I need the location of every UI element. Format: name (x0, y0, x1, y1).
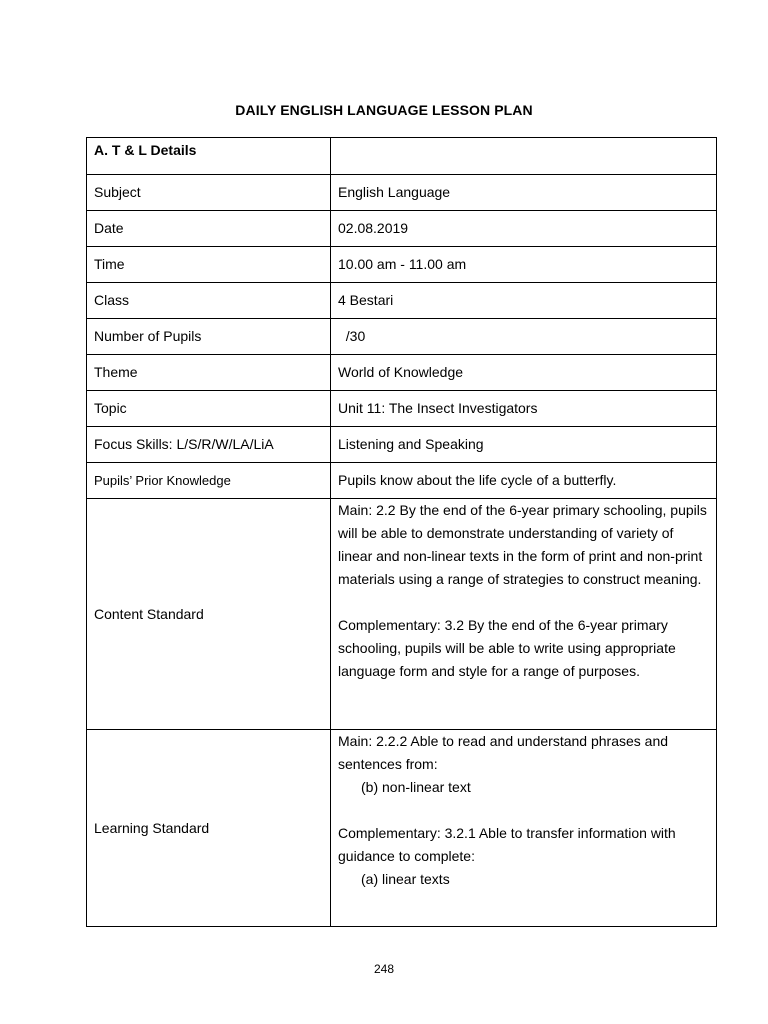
table-row (87, 355, 717, 391)
table-row (87, 463, 717, 499)
table-row (87, 175, 717, 211)
learning-standard-main-item: (b) non-linear text (361, 779, 471, 795)
row-value-subject: English Language (331, 175, 717, 211)
row-label-time: Time (87, 247, 331, 283)
row-value-theme: World of Knowledge (331, 355, 717, 391)
table-row (87, 427, 717, 463)
row-value-number-of-pupils: /30 (331, 319, 717, 355)
content-standard-main: Main: 2.2 By the end of the 6-year primary schooling, pupils will be able to demonstrate understanding of variety of linear and non-linear texts in the form of print and non-print materials using a range of strategies to construct meaning. (338, 502, 707, 587)
learning-standard-label: Learning Standard (87, 730, 331, 927)
learning-standard-main: Main: 2.2.2 Able to read and understand phrases and sentences from: (338, 733, 669, 772)
row-value-date: 02.08.2019 (331, 211, 717, 247)
row-value-topic: Unit 11: The Insect Investigators (331, 391, 717, 427)
document-title: DAILY ENGLISH LANGUAGE LESSON PLAN (235, 102, 533, 118)
row-label-class: Class (87, 283, 331, 319)
row-value-class: 4 Bestari (331, 283, 717, 319)
row-label-theme: Theme (87, 355, 331, 391)
row-label-prior-knowledge: Pupils’ Prior Knowledge (87, 463, 331, 499)
section-header-row (87, 138, 717, 175)
row-value-prior-knowledge: Pupils know about the life cycle of a butterfly. (331, 463, 717, 499)
row-label-date: Date (87, 211, 331, 247)
row-value-focus-skills: Listening and Speaking (331, 427, 717, 463)
content-standard-value (331, 499, 717, 730)
table-row (87, 319, 717, 355)
row-value-time: 10.00 am - 11.00 am (331, 247, 717, 283)
page-number: 248 (373, 962, 395, 976)
table-row (87, 247, 717, 283)
table-row (87, 391, 717, 427)
section-label: A. T & L Details (87, 138, 331, 175)
table-row (87, 283, 717, 319)
section-value (331, 138, 717, 175)
content-standard-label: Content Standard (87, 499, 331, 730)
row-label-topic: Topic (87, 391, 331, 427)
row-label-focus-skills: Focus Skills: L/S/R/W/LA/LiA (87, 427, 331, 463)
table-row (87, 211, 717, 247)
learning-standard-complementary: Complementary: 3.2.1 Able to transfer information with guidance to complete: (338, 825, 676, 864)
row-label-number-of-pupils: Number of Pupils (87, 319, 331, 355)
learning-standard-value (331, 730, 717, 927)
learning-standard-complementary-item: (a) linear texts (361, 871, 450, 887)
content-standard-row (87, 499, 717, 730)
learning-standard-row (87, 730, 717, 927)
lesson-plan-table (86, 137, 717, 927)
row-label-subject: Subject (87, 175, 331, 211)
content-standard-complementary: Complementary: 3.2 By the end of the 6-year primary schooling, pupils will be able to write using appropriate language form and style for a range of purposes. (338, 617, 676, 679)
